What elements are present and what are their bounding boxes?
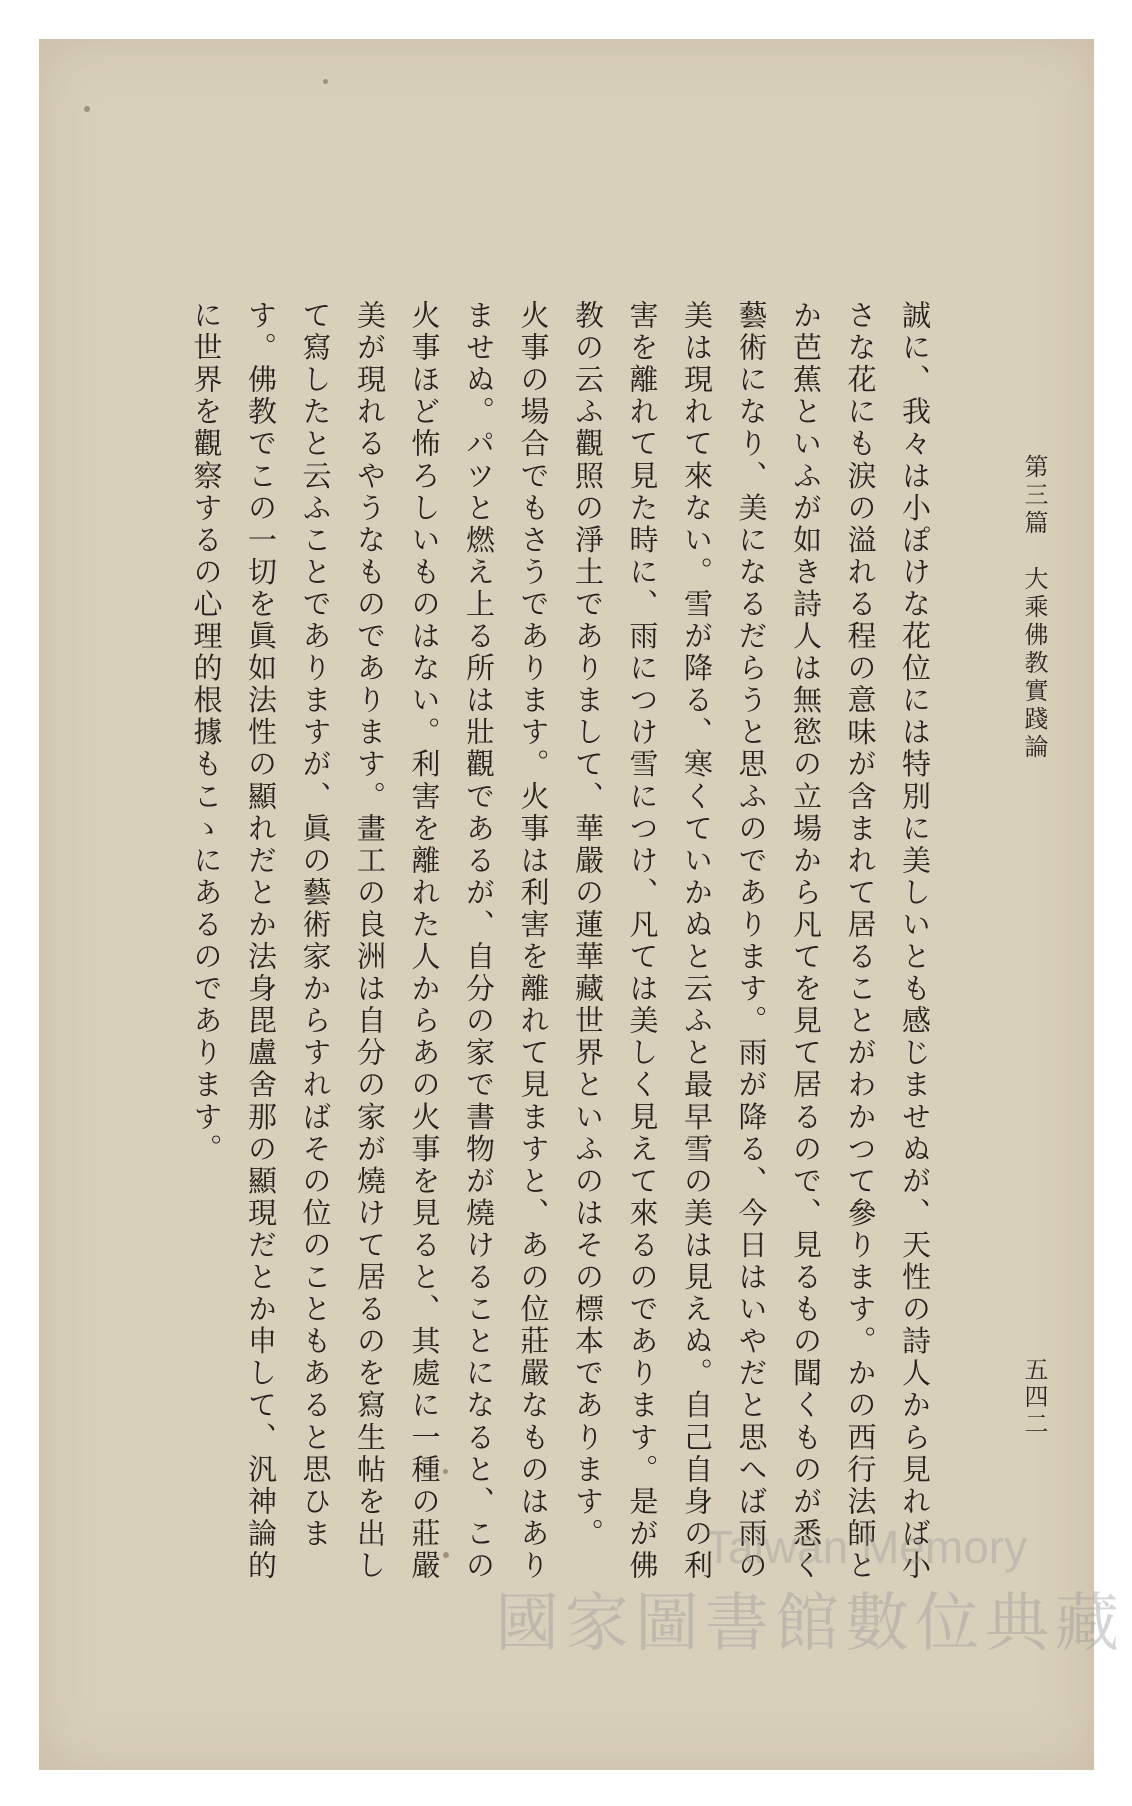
body-text (189, 300, 942, 1600)
book-title: 大乘佛教實踐論 (1020, 566, 1048, 762)
paper-speck (323, 79, 328, 84)
running-head (1017, 454, 1052, 762)
paper-speck (84, 106, 90, 112)
watermark-english: Taiwan Memory (705, 1521, 1028, 1573)
paragraph: 火事の場合でもさうであります。火事は利害を離れて見ますと、あの位莊嚴なものはありませぬ。パツと燃え上る所は壯觀であるが、自分の家で書物が燒けることになると、この火事ほど怖ろしいものはない。利害を離れた人からあの火事を見ると、其處に一種の莊嚴美が現れるやうなものであります。畫工の良洲は自分の家が燒けて居るのを寫生帖を出して寫したと云ふことでありますが、眞の藝術家からすればその位のこともあると思ひます。佛教でこの一切を眞如法性の顯れだとか法身毘盧舍那の顯現だとか申して、汎神論的に世界を觀察するの心理的根據もこゝにあるのであります。 (189, 300, 551, 1582)
page-number: 五四二 (1020, 1357, 1048, 1438)
watermark-library: 國家圖書館數位典藏 (495, 1587, 1125, 1661)
paragraph: 誠に、我々は小ぽけな花位には特別に美しいとも感じませぬが、天性の詩人から見れば小さな花にも涙の溢れる程の意味が含まれて居ることがわかつて參ります。かの西行法師とか芭蕉といふが如き詩人は無慾の立場から凡てを見て居るので、見るもの聞くものが悉く藝術になり、美になるだらうと思ふのであります。雨が降る、今日はいやだと思へば雨の美は現れて來ない。雪が降る、寒くていかぬと云ふと最早雪の美は見えぬ。自己自身の利害を離れて見た時に、雨につけ雪につけ、凡ては美しく見えて來るのであります。是が佛教の云ふ觀照の淨土でありまして、華嚴の蓮華藏世界といふのはその標本であります。 (571, 300, 932, 1582)
section-label: 第三篇 (1020, 454, 1048, 538)
